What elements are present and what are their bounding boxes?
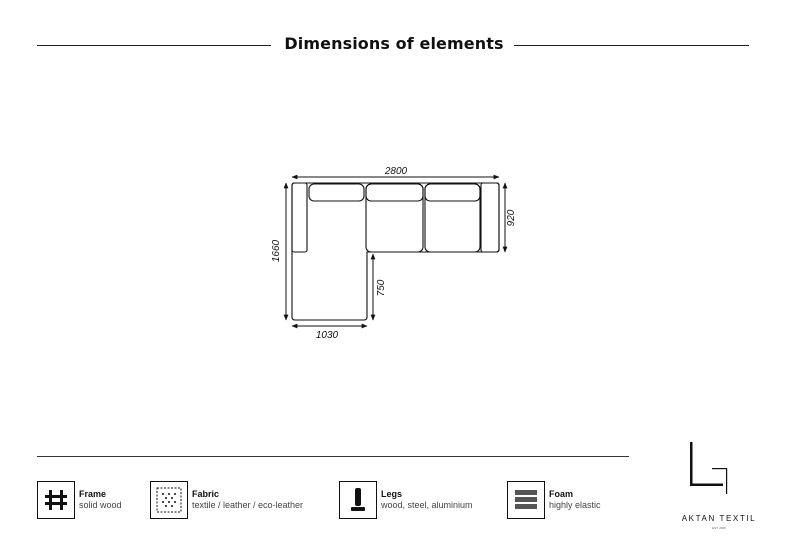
- fabric-icon: [150, 481, 188, 519]
- legend-fabric-name: Fabric: [192, 489, 220, 499]
- brand-logo: [688, 440, 736, 496]
- width-label: 2800: [384, 166, 408, 177]
- legend-legs-name: Legs: [381, 489, 403, 499]
- page-title: Dimensions of elements: [284, 34, 504, 53]
- sofa-outline: [292, 183, 499, 320]
- legend-frame-desc: solid wood: [79, 500, 122, 510]
- legend-fabric-desc: textile / leather / eco-leather: [192, 500, 304, 510]
- leg-icon: [339, 481, 377, 519]
- legend-legs: [339, 480, 473, 520]
- legend-foam-desc: highly elastic: [549, 500, 601, 510]
- brand-tagline: EST. 2005: [712, 526, 726, 530]
- chaise-front-label: 750: [376, 279, 387, 297]
- foam-icon: [507, 481, 545, 519]
- legend-legs-desc: wood, steel, aluminium: [381, 500, 473, 510]
- footer-rule: [37, 456, 629, 457]
- frame-icon: [37, 481, 75, 519]
- depth-label: 920: [506, 209, 517, 227]
- chaise-width-label: 1030: [315, 330, 339, 341]
- legend-foam-name: Foam: [549, 489, 574, 499]
- legend-foam: [507, 480, 601, 520]
- legend-fabric: [150, 480, 303, 520]
- brand-name: AKTAN TEXTIL: [681, 514, 757, 523]
- legend-frame: [37, 480, 122, 520]
- length-label: 1660: [271, 239, 282, 263]
- legend-frame-name: Frame: [79, 489, 107, 499]
